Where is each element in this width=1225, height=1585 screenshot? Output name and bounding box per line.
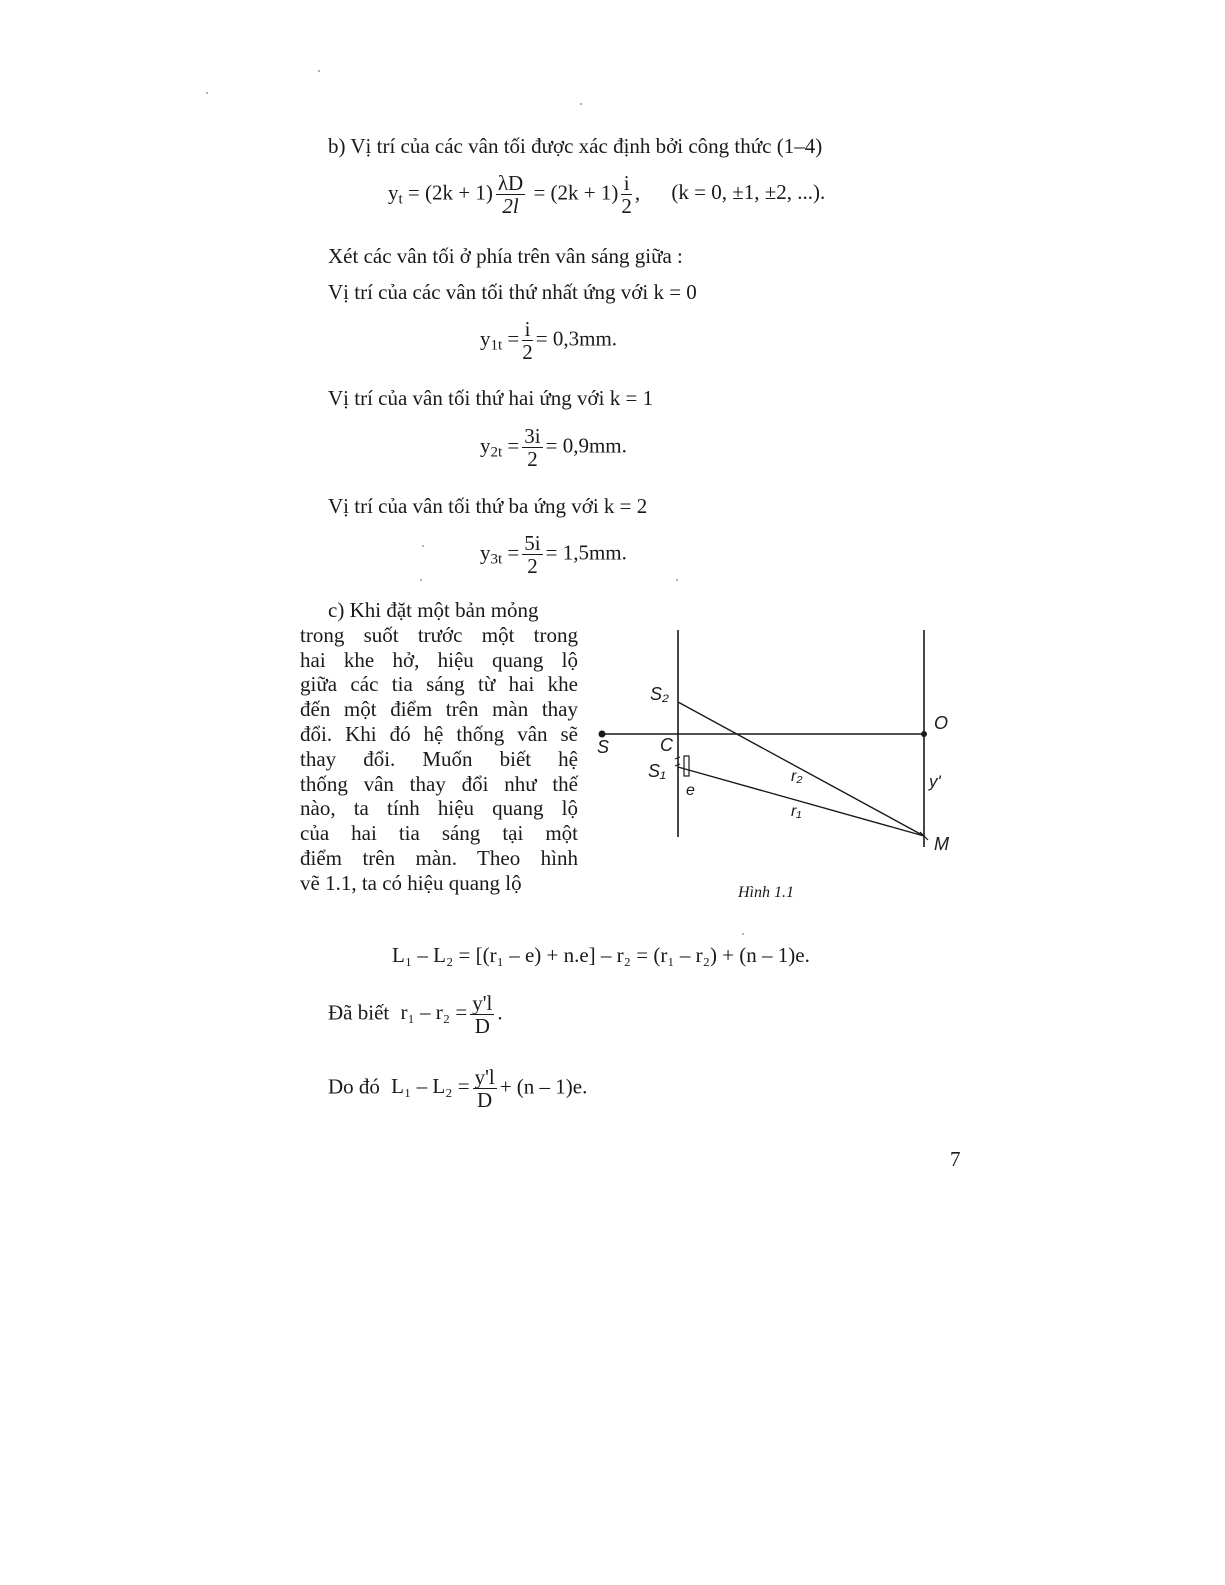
therefore-tail: + (n – 1)e. <box>499 1074 588 1099</box>
first-frac <box>522 318 533 363</box>
scan-speck <box>742 933 744 935</box>
label-S: S <box>597 737 610 757</box>
scan-speck <box>420 579 422 581</box>
scan-speck <box>676 579 678 581</box>
frac2-den: 2 <box>621 194 632 218</box>
therefore-frac <box>473 1066 497 1111</box>
label-y: y' <box>929 772 941 791</box>
second-den: 2 <box>527 447 538 471</box>
scan-speck <box>422 545 424 547</box>
first-result: = 0,3mm. <box>535 326 618 351</box>
third-lhs: y <box>480 540 491 565</box>
third-result: = 1,5mm. <box>545 540 627 565</box>
second-dark-formula: $y_{2t}$ = $\frac{3i}{2}$ = 0,9mm. <box>480 424 627 471</box>
known-den: D <box>474 1014 490 1038</box>
scan-speck <box>206 92 208 94</box>
label-r1: r₁ <box>791 803 802 820</box>
formula-eq1: = (2k + 1) <box>407 180 493 205</box>
second-result: = 0,9mm. <box>545 433 627 458</box>
part-c-line: của hai tia sáng tại một <box>300 821 578 846</box>
part-c-line: c) Khi đặt một bản mỏng <box>328 598 539 622</box>
third-frac <box>522 532 542 577</box>
first-sub: 1t <box>490 337 503 354</box>
part-c-line: trong suốt trước một trong <box>300 622 578 647</box>
center-point-O <box>921 731 927 737</box>
scan-speck <box>318 70 320 72</box>
first-dark-text: Vị trí của các vân tối thứ nhất ứng với k = 0 <box>328 280 697 304</box>
second-num: 3i <box>524 424 541 448</box>
frac1-den: 2l <box>502 194 519 218</box>
third-dark-formula: $y_{3t}$ = $\frac{5i}{2}$ = 1,5mm. <box>480 531 627 578</box>
frac1-num: λD <box>497 171 524 195</box>
therefore-prefix: Do đó <box>328 1074 380 1099</box>
therefore-lhs: L₁ – L₂ = <box>391 1074 470 1099</box>
first-lhs: y <box>480 326 491 351</box>
known-lhs: r₁ – r₂ = <box>400 1000 468 1025</box>
part-c-line: nào, ta tính hiệu quang lộ <box>300 796 578 821</box>
consider-text: Xét các vân tối ở phía trên vân sáng giữa : <box>328 244 683 268</box>
part-c-line: thống vân thay đổi như thế <box>300 771 578 796</box>
part-c-line: giữa các tia sáng từ hai khe <box>300 672 578 697</box>
formula-frac1 <box>496 172 525 217</box>
dark-fringe-formula: $y_t = (2k + 1)$ $\frac{\lambda D}{2l}$ = (2k + 1) $\frac{i}{2}$ , (k = 0, ±1, ±2, ...). <box>388 171 826 218</box>
first-den: 2 <box>522 340 533 364</box>
part-b-intro: b) Vị trí của các vân tối được xác định bởi công thức (1–4) <box>328 134 823 158</box>
thin-plate <box>684 756 689 776</box>
formula-lhs-sub: t <box>398 191 403 208</box>
label-S1: S₁ <box>648 761 666 781</box>
therefore-relation <box>328 1066 587 1111</box>
part-c-paragraph <box>300 598 578 896</box>
formula-eq2: = (2k + 1) <box>533 180 619 205</box>
known-relation: Đã biết r₁ – r₂ = $\frac{y'l}{D}$ . <box>328 991 503 1038</box>
label-M: M <box>934 834 949 854</box>
page-number: 7 <box>950 1147 961 1171</box>
path-difference-equation: L₁ – L₂ = [(r₁ – e) + n.e] – r₂ = (r₁ – r₂) + (n – 1)e. <box>392 943 810 967</box>
known-prefix: Đã biết <box>328 1000 390 1025</box>
formula-frac2 <box>621 172 632 217</box>
second-lhs: y <box>480 433 491 458</box>
formula-condition: (k = 0, ±1, ±2, ...). <box>671 180 826 205</box>
part-c-line: điểm trên màn. Theo hình <box>300 845 578 870</box>
formula-lhs: y <box>388 180 399 205</box>
part-c-line: thay đổi. Muốn biết hệ <box>300 746 578 771</box>
therefore-num: y'l <box>474 1065 495 1089</box>
known-num: y'l <box>472 991 493 1015</box>
label-O: O <box>934 713 949 733</box>
frac2-num: i <box>621 172 632 195</box>
third-num: 5i <box>524 531 541 555</box>
second-frac <box>522 425 542 470</box>
figure-caption: Hình 1.1 <box>738 884 794 901</box>
first-dark-formula: $y_{1t}$ = $\frac{i}{2}$ = 0,3mm. <box>480 317 618 364</box>
label-S2: S₂ <box>650 684 669 704</box>
part-c-line: vẽ 1.1, ta có hiệu quang lộ <box>300 870 522 895</box>
second-dark-text: Vị trí của vân tối thứ hai ứng với k = 1 <box>328 386 654 410</box>
third-den: 2 <box>527 554 538 578</box>
label-C: C <box>660 735 673 755</box>
first-num: i <box>522 318 533 341</box>
label-e: e <box>686 782 695 799</box>
label-r2: r₂ <box>791 768 803 785</box>
third-sub: 3t <box>490 551 503 568</box>
part-c-line: đổi. Khi đó hệ thống vân sẽ <box>300 721 578 746</box>
part-c-line: hai khe hở, hiệu quang lộ <box>300 647 578 672</box>
part-c-line: đến một điểm trên màn thay <box>300 697 578 722</box>
therefore-den: D <box>477 1088 493 1112</box>
second-sub: 2t <box>490 444 503 461</box>
third-dark-text: Vị trí của vân tối thứ ba ứng với k = 2 <box>328 494 648 518</box>
known-frac <box>470 992 494 1037</box>
scan-speck <box>580 103 582 105</box>
